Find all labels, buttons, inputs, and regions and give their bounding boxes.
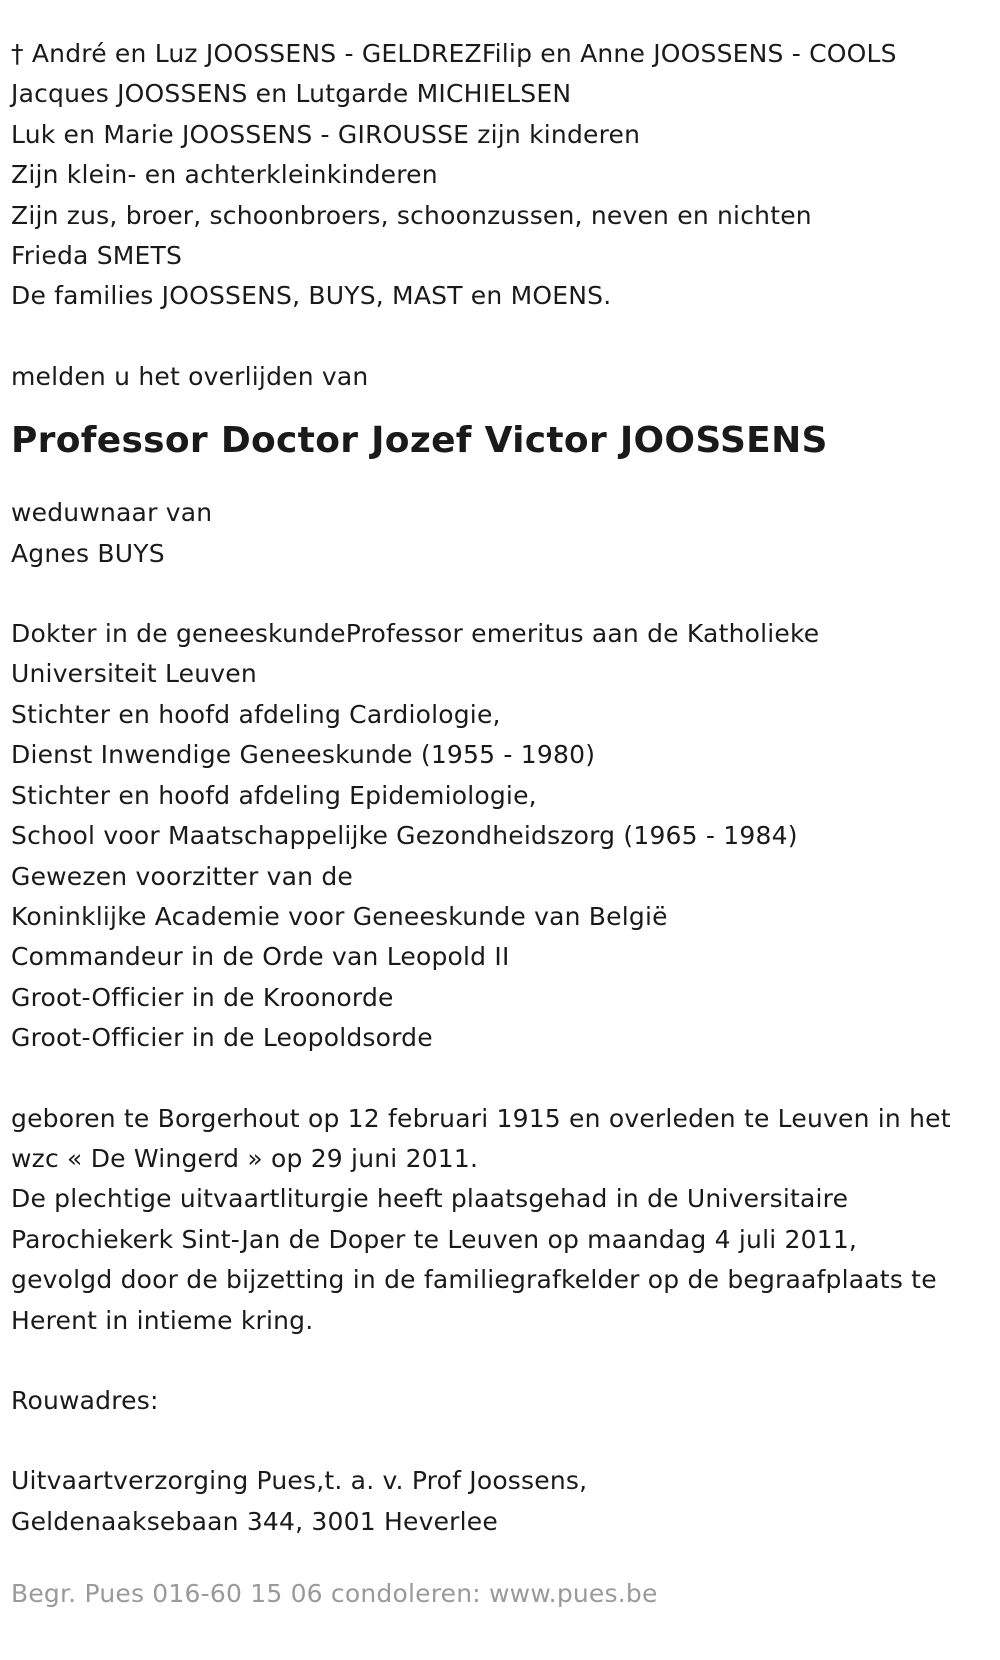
details-line: De plechtige uitvaartliturgie heeft plaatsgehad in de Universitaire bbox=[11, 1184, 849, 1214]
family-list bbox=[11, 34, 1000, 317]
spacer bbox=[11, 1341, 1000, 1381]
spacer bbox=[11, 574, 1000, 614]
title-line: Commandeur in de Orde van Leopold II bbox=[11, 942, 510, 972]
family-line: De families JOOSSENS, BUYS, MAST en MOENS. bbox=[11, 281, 612, 311]
details-line: geboren te Borgerhout op 12 februari 1915 en overleden te Leuven in het bbox=[11, 1103, 951, 1133]
address-line: Geldenaaksebaan 344, 3001 Heverlee bbox=[11, 1506, 498, 1536]
details-line: Herent in intieme kring. bbox=[11, 1305, 314, 1335]
title-line: Universiteit Leuven bbox=[11, 659, 257, 689]
widower-line: weduwnaar van bbox=[11, 498, 213, 528]
widower-block bbox=[11, 493, 1000, 574]
family-line: Zijn zus, broer, schoonbroers, schoonzussen, neven en nichten bbox=[11, 200, 812, 230]
footer-contact: Begr. Pues 016-60 15 06 condoleren: www.pues.be bbox=[11, 1579, 658, 1609]
titles-list bbox=[11, 614, 1000, 1058]
announcement-text: melden u het overlijden van bbox=[11, 361, 369, 391]
family-line: Jacques JOOSSENS en Lutgarde MICHIELSEN bbox=[11, 79, 572, 109]
title-line: Dokter in de geneeskundeProfessor emeritus aan de Katholieke bbox=[11, 619, 820, 649]
spacer bbox=[11, 317, 1000, 357]
address-line: Uitvaartverzorging Pues,t. a. v. Prof Joossens, bbox=[11, 1466, 588, 1496]
title-line: Koninklijke Academie voor Geneeskunde van België bbox=[11, 901, 668, 931]
title-line: Groot-Officier in de Leopoldsorde bbox=[11, 1023, 433, 1053]
title-line: Gewezen voorzitter van de bbox=[11, 861, 353, 891]
rouwadres-label: Rouwadres: bbox=[11, 1385, 159, 1415]
deceased-name-heading: Professor Doctor Jozef Victor JOOSSENS bbox=[11, 420, 828, 462]
details-line: wzc « De Wingerd » op 29 juni 2011. bbox=[11, 1143, 479, 1173]
address-block bbox=[11, 1461, 1000, 1542]
title-line: School voor Maatschappelijke Gezondheidszorg (1965 - 1984) bbox=[11, 821, 798, 851]
title-line: Stichter en hoofd afdeling Epidemiologie, bbox=[11, 780, 537, 810]
family-line: Zijn klein- en achterkleinkinderen bbox=[11, 160, 438, 190]
title-line: Stichter en hoofd afdeling Cardiologie, bbox=[11, 699, 501, 729]
spacer bbox=[11, 1059, 1000, 1099]
widower-line: Agnes BUYS bbox=[11, 538, 165, 568]
spacer bbox=[11, 1421, 1000, 1461]
title-line: Dienst Inwendige Geneeskunde (1955 - 1980) bbox=[11, 740, 596, 770]
family-line: † André en Luz JOOSSENS - GELDREZFilip en Anne JOOSSENS - COOLS bbox=[11, 39, 897, 68]
details-line: Parochiekerk Sint-Jan de Doper te Leuven op maandag 4 juli 2011, bbox=[11, 1224, 858, 1254]
details-paragraph bbox=[11, 1099, 1000, 1341]
family-line: Luk en Marie JOOSSENS - GIROUSSE zijn kinderen bbox=[11, 119, 641, 149]
family-line: Frieda SMETS bbox=[11, 241, 183, 271]
title-line: Groot-Officier in de Kroonorde bbox=[11, 982, 394, 1012]
details-line: gevolgd door de bijzetting in de familiegrafkelder op de begraafplaats te bbox=[11, 1265, 937, 1295]
